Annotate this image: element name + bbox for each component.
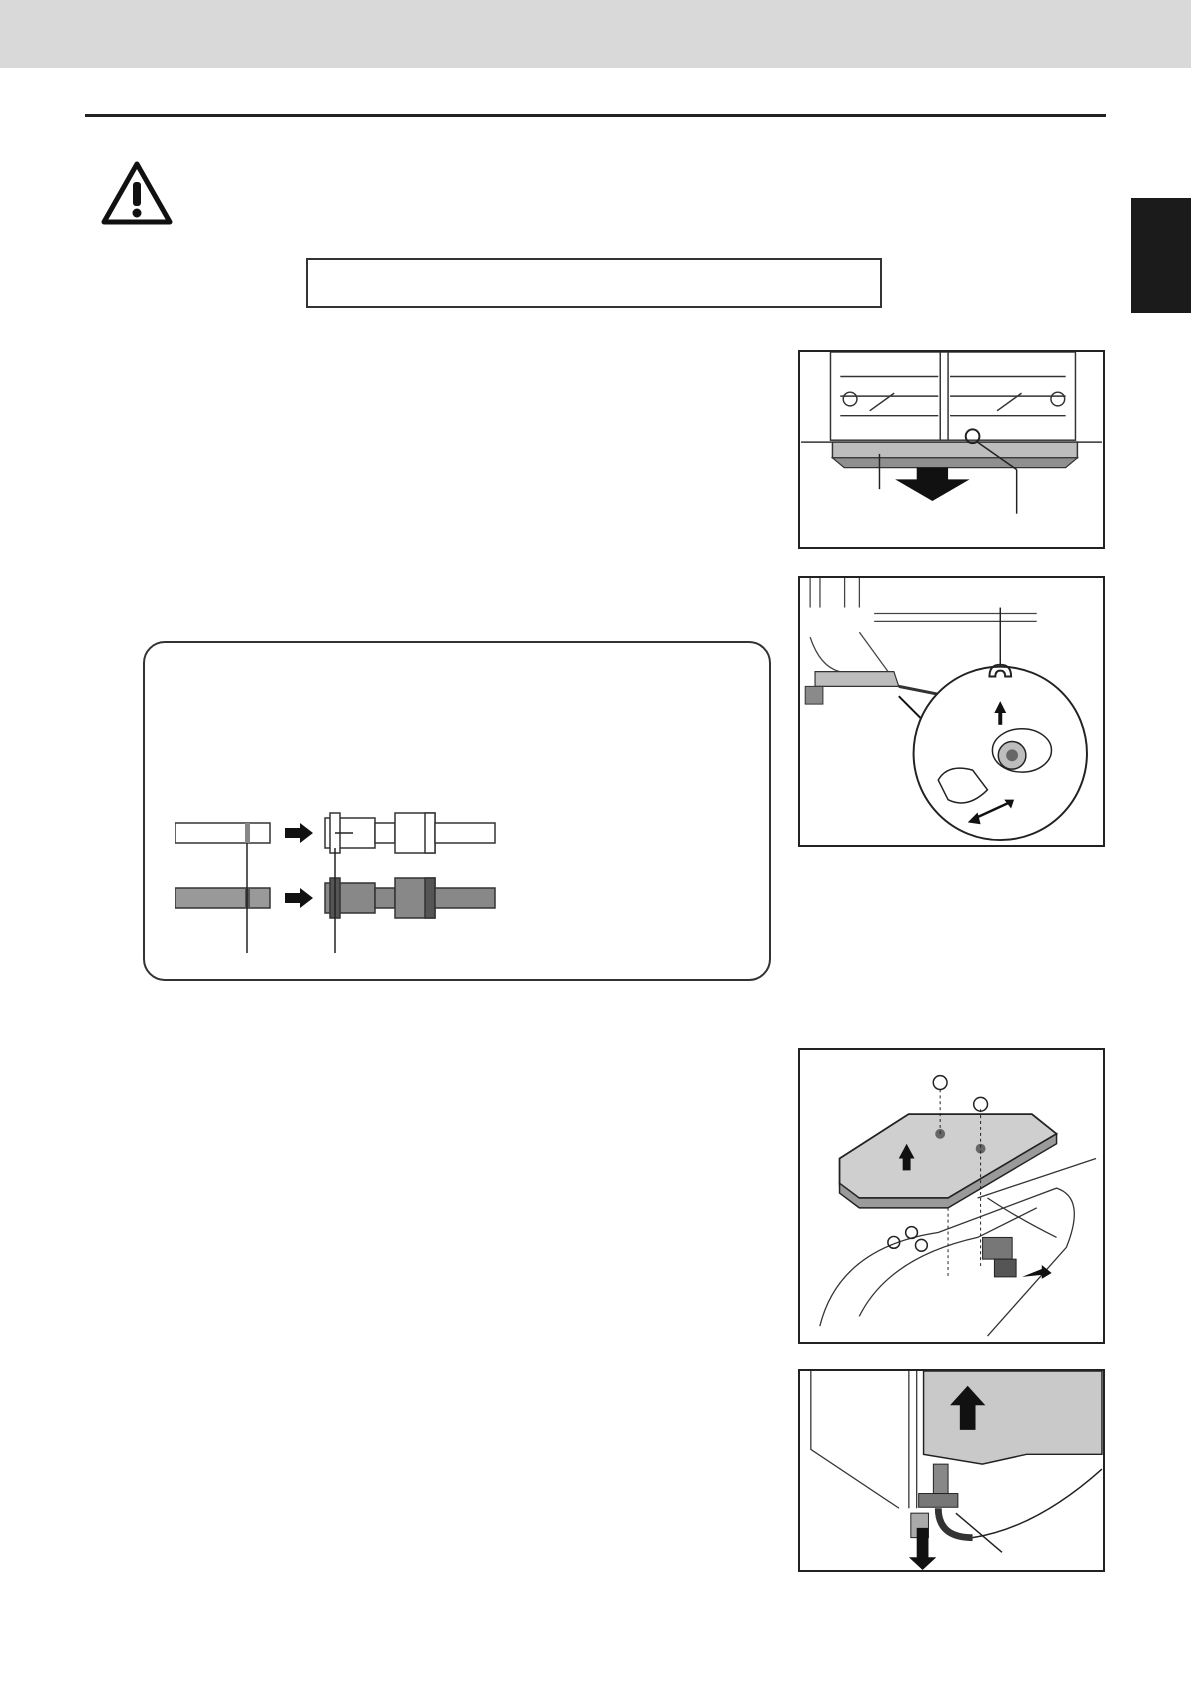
figure-plate-removal <box>798 1048 1105 1344</box>
warning-triangle-icon <box>100 160 174 226</box>
figure-tube-disconnect <box>798 576 1105 847</box>
section-rule <box>85 114 1106 117</box>
language-side-tab <box>1131 198 1191 313</box>
tube-insertion-diagram <box>175 803 675 953</box>
header-band <box>0 0 1191 68</box>
figure-lift-assembly <box>798 1369 1105 1572</box>
figure-cover-removal <box>798 350 1105 549</box>
note-panel <box>143 641 771 981</box>
notice-box <box>306 258 882 308</box>
